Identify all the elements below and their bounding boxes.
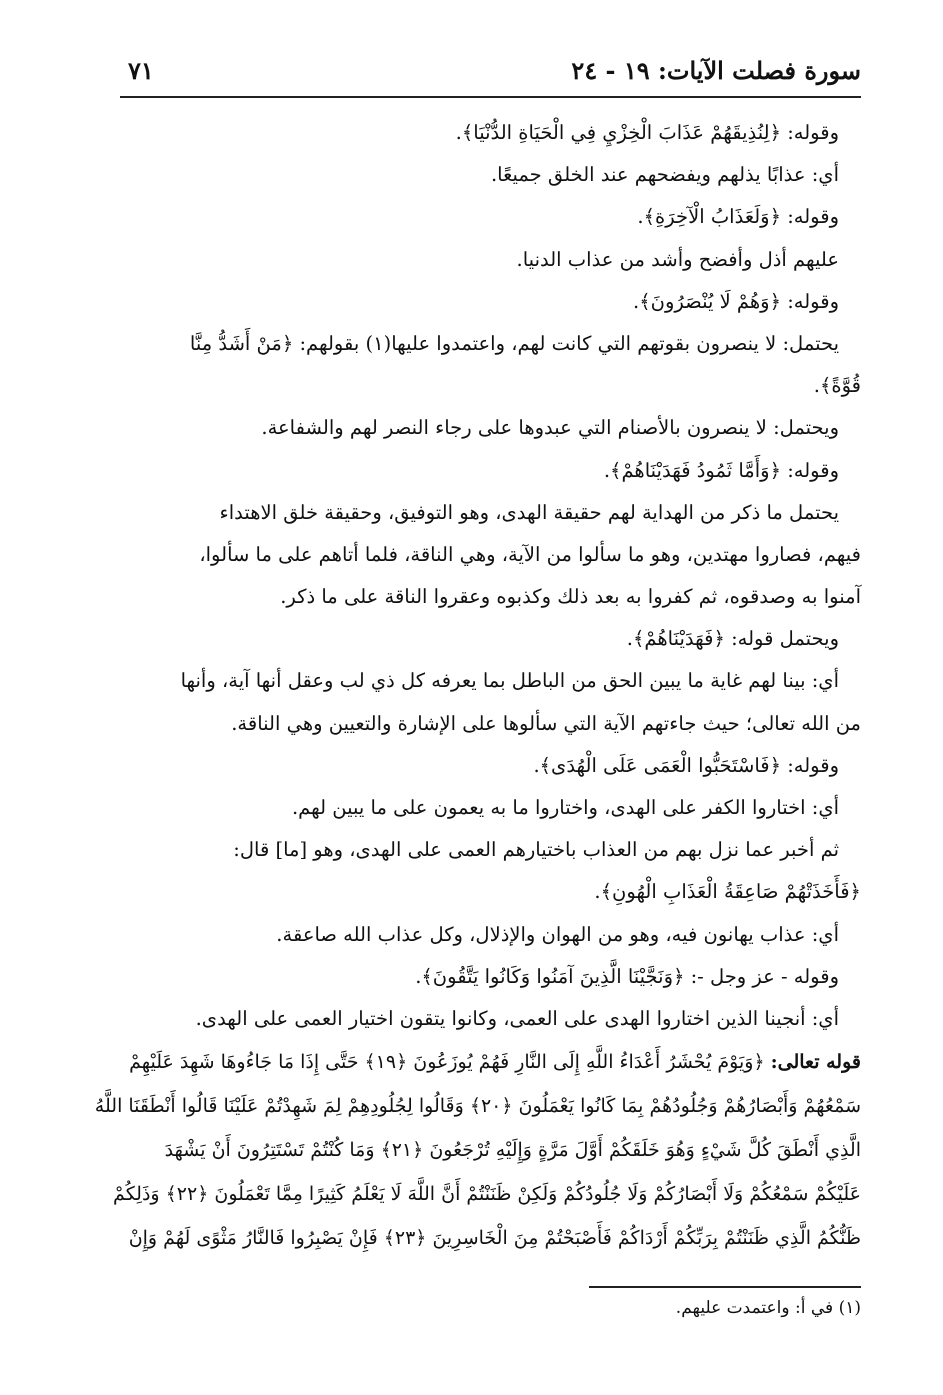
verse-line: عَلَيْكُمْ سَمْعُكُمْ وَلَا أَبْصَارُكُمْ وَلَا جُلُودُكُمْ وَلَكِنْ ظَنَنْتُمْ أَنَّ اللَّهَ لَا يَعْلَمُ كَثِيرًا مِمَّا تَعْمَلُونَ ﴿٢٢﴾ وَذَلِكُمْ bbox=[113, 1183, 861, 1206]
text-line: وقوله: ﴿وَلَعَذَابُ الْآخِرَةِ﴾. bbox=[637, 205, 839, 229]
verse-line bbox=[120, 1040, 861, 1084]
page-number: ٧١ bbox=[128, 56, 154, 85]
text-line: قُوَّةً﴾. bbox=[813, 374, 861, 398]
text-line: يحتمل: لا ينصرون بقوتهم التي كانت لهم، واعتمدوا عليها(١) بقولهم: ﴿مَنْ أَشَدُّ مِنَّا bbox=[189, 331, 839, 355]
text-line: ويحتمل: لا ينصرون بالأصنام التي عبدوها على رجاء النصر لهم والشفاعة. bbox=[261, 416, 839, 440]
text-line: أي: عذاب يهانون فيه، وهو من الهوان والإذلال، وكل عذاب الله صاعقة. bbox=[276, 922, 839, 946]
verse-line: سَمْعُهُمْ وَأَبْصَارُهُمْ وَجُلُودُهُمْ بِمَا كَانُوا يَعْمَلُونَ ﴿٢٠﴾ وَقَالُوا لِجُلُودِهِمْ لِمَ شَهِدْتُمْ عَلَيْنَا قَالُوا أَنْطَقَنَا اللَّهُ bbox=[94, 1095, 861, 1118]
text-line: ﴿فَأَخَذَتْهُمْ صَاعِقَةُ الْعَذَابِ الْهُونِ﴾. bbox=[594, 880, 861, 904]
text-line: من الله تعالى؛ حيث جاءتهم الآية التي سألوها على الإشارة والتعيين وهي الناقة. bbox=[231, 711, 861, 735]
verse-line: الَّذِي أَنْطَقَ كُلَّ شَيْءٍ وَهُوَ خَلَقَكُمْ أَوَّلَ مَرَّةٍ وَإِلَيْهِ تُرْجَعُونَ ﴿٢١﴾ وَمَا كُنْتُمْ تَسْتَتِرُونَ أَنْ يَشْهَدَ bbox=[164, 1139, 861, 1162]
text-line: أي: أنجينا الذين اختاروا الهدى على العمى، وكانوا يتقون اختيار العمى على الهدى. bbox=[195, 1006, 839, 1030]
footnote: (١) في أ: واعتمدت عليهم. bbox=[675, 1298, 861, 1318]
text-line: آمنوا به وصدقوه، ثم كفروا به بعد ذلك وكذبوه وعقروا الناقة على ما ذكر. bbox=[280, 585, 861, 609]
text-line: عليهم أذل وأفضح وأشد من عذاب الدنيا. bbox=[516, 247, 839, 271]
verse-lead: قوله تعالى: bbox=[770, 1051, 861, 1074]
text-line: أي: بينا لهم غاية ما يبين الحق من الباطل بما يعرفه كل ذي لب وعقل أنها آية، وأنها bbox=[180, 669, 839, 693]
running-title: سورة فصلت الآيات: ١٩ - ٢٤ bbox=[571, 56, 861, 85]
text-line: وقوله: ﴿لِنُذِيقَهُمْ عَذَابَ الْخِزْيِ فِي الْحَيَاةِ الدُّنْيَا﴾. bbox=[455, 121, 839, 144]
text-line: فيهم، فصاروا مهتدين، وهو ما سألوا من الآية، وهي الناقة، فلما أتاهم على ما سألوا، bbox=[199, 542, 861, 566]
text-line: وقوله: ﴿وَهُمْ لَا يُنْصَرُونَ﴾. bbox=[633, 289, 839, 313]
verse-text: ﴿وَيَوْمَ يُحْشَرُ أَعْدَاءُ اللَّهِ إِلَى النَّارِ فَهُمْ يُوزَعُونَ ﴿١٩﴾ حَتَّى إِذَا مَا جَاءُوهَا شَهِدَ عَلَيْهِمْ bbox=[129, 1051, 765, 1074]
text-line: أي: اختاروا الكفر على الهدى، واختاروا ما به يعمون على ما يبين لهم. bbox=[291, 796, 839, 819]
quran-verse-block bbox=[94, 1040, 861, 1260]
text-line: وقوله: ﴿وَأَمَّا ثَمُودُ فَهَدَيْنَاهُمْ﴾. bbox=[603, 458, 839, 482]
text-line: وقوله: ﴿فَاسْتَحَبُّوا الْعَمَى عَلَى الْهُدَى﴾. bbox=[533, 753, 839, 777]
footnote-separator bbox=[589, 1286, 861, 1288]
text-line: وقوله - عز وجل -: ﴿وَنَجَّيْنَا الَّذِينَ آمَنُوا وَكَانُوا يَتَّقُونَ﴾. bbox=[415, 964, 839, 988]
text-line: يحتمل ما ذكر من الهداية لهم حقيقة الهدى، وهو التوفيق، وحقيقة خلق الاهتداء bbox=[219, 500, 839, 524]
text-line: ويحتمل قوله: ﴿فَهَدَيْنَاهُمْ﴾. bbox=[626, 627, 839, 651]
text-line: أي: عذابًا يذلهم ويفضحهم عند الخلق جميعًا. bbox=[490, 163, 839, 187]
page-header bbox=[120, 56, 861, 98]
text-line: ثم أخبر عما نزل بهم من العذاب باختيارهم العمى على الهدى، وهو [ما] قال: bbox=[233, 838, 839, 862]
verse-line: ظَنُّكُمُ الَّذِي ظَنَنْتُمْ بِرَبِّكُمْ أَرْدَاكُمْ فَأَصْبَحْتُمْ مِنَ الْخَاسِرِينَ ﴿٢٣﴾ فَإِنْ يَصْبِرُوا فَالنَّارُ مَثْوًى لَهُمْ وَإِنْ bbox=[128, 1227, 861, 1250]
main-text bbox=[94, 112, 861, 1260]
